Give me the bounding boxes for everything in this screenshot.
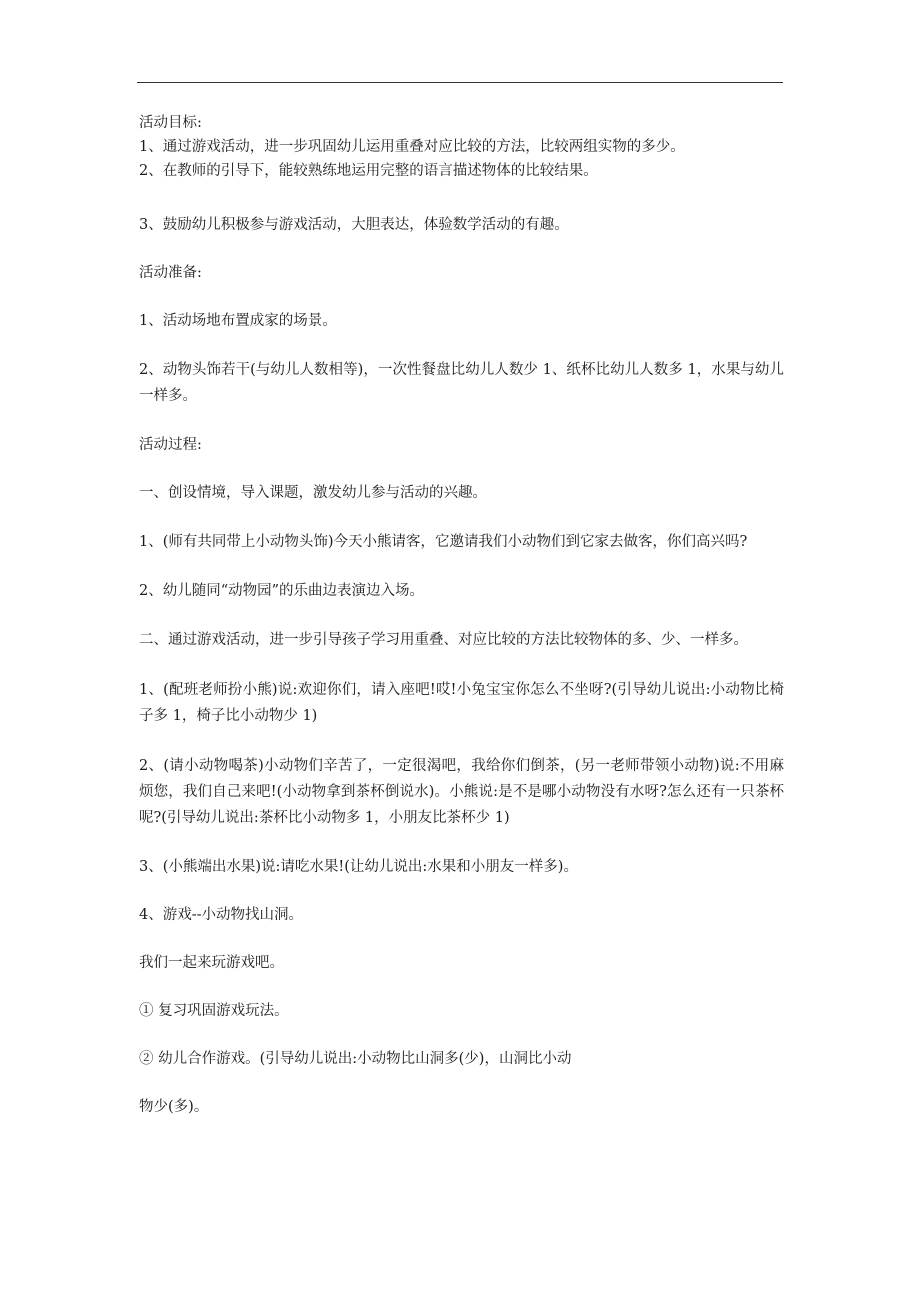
section-heading: 二、通过游戏活动，进一步引导孩子学习用重叠、对应比较的方法比较物体的多、少、一样多。 (139, 632, 748, 648)
objective-item: 3、鼓励幼儿积极参与游戏活动，大胆表达，体验数学活动的有趣。 (139, 217, 569, 233)
process-item: 2、(请小动物喝茶)小动物们辛苦了，一定很渴吧，我给你们倒茶，(另一老师带领小动物)说:不用麻烦您，我们自己来吧!(小动物拿到茶杯倒说水)。小熊说:是不是哪小动物没有水呀?怎么还有一只茶杯呢?(引导幼儿说出:茶杯比小动物多 1，小朋友比茶杯少 1) (139, 758, 784, 826)
document-body (139, 111, 784, 1119)
process-item: 4、游戏--小动物找山洞。 (139, 907, 304, 923)
game-step: ① 复习巩固游戏玩法。 (139, 1003, 289, 1019)
preparation-heading: 活动准备: (139, 265, 202, 281)
game-step-continuation: 物少(多)。 (139, 1099, 209, 1115)
process-item: 1、(配班老师扮小熊)说:欢迎你们，请入座吧!哎!小兔宝宝你怎么不坐呀?(引导幼儿说出:小动物比椅子多 1，椅子比小动物少 1) (139, 682, 784, 724)
header-rule (137, 82, 783, 83)
game-step: ② 幼儿合作游戏。(引导幼儿说出:小动物比山洞多(少)，山洞比小动 (139, 1051, 572, 1067)
game-intro: 我们一起来玩游戏吧。 (139, 955, 284, 971)
process-item: 2、幼儿随同“动物园”的乐曲边表演边入场。 (139, 583, 425, 599)
objective-item: 1、通过游戏活动，进一步巩固幼儿运用重叠对应比较的方法，比较两组实物的多少。 (139, 139, 685, 155)
preparation-item: 2、动物头饰若干(与幼儿人数相等)，一次性餐盘比幼儿人数少 1、纸杯比幼儿人数多 1，水果与幼儿一样多。 (139, 362, 784, 404)
process-item: 3、(小熊端出水果)说:请吃水果!(让幼儿说出:水果和小朋友一样多)。 (139, 859, 578, 875)
process-heading: 活动过程: (139, 437, 202, 453)
section-heading: 一、创设情境，导入课题，激发幼儿参与活动的兴趣。 (139, 485, 487, 501)
objectives-heading: 活动目标: (139, 115, 202, 131)
process-item: 1、(师有共同带上小动物头饰)今天小熊请客，它邀请我们小动物们到它家去做客，你们高兴吗? (139, 534, 748, 550)
preparation-item: 1、活动场地布置成家的场景。 (139, 313, 337, 329)
objective-item: 2、在教师的引导下，能较熟练地运用完整的语言描述物体的比较结果。 (139, 163, 598, 179)
